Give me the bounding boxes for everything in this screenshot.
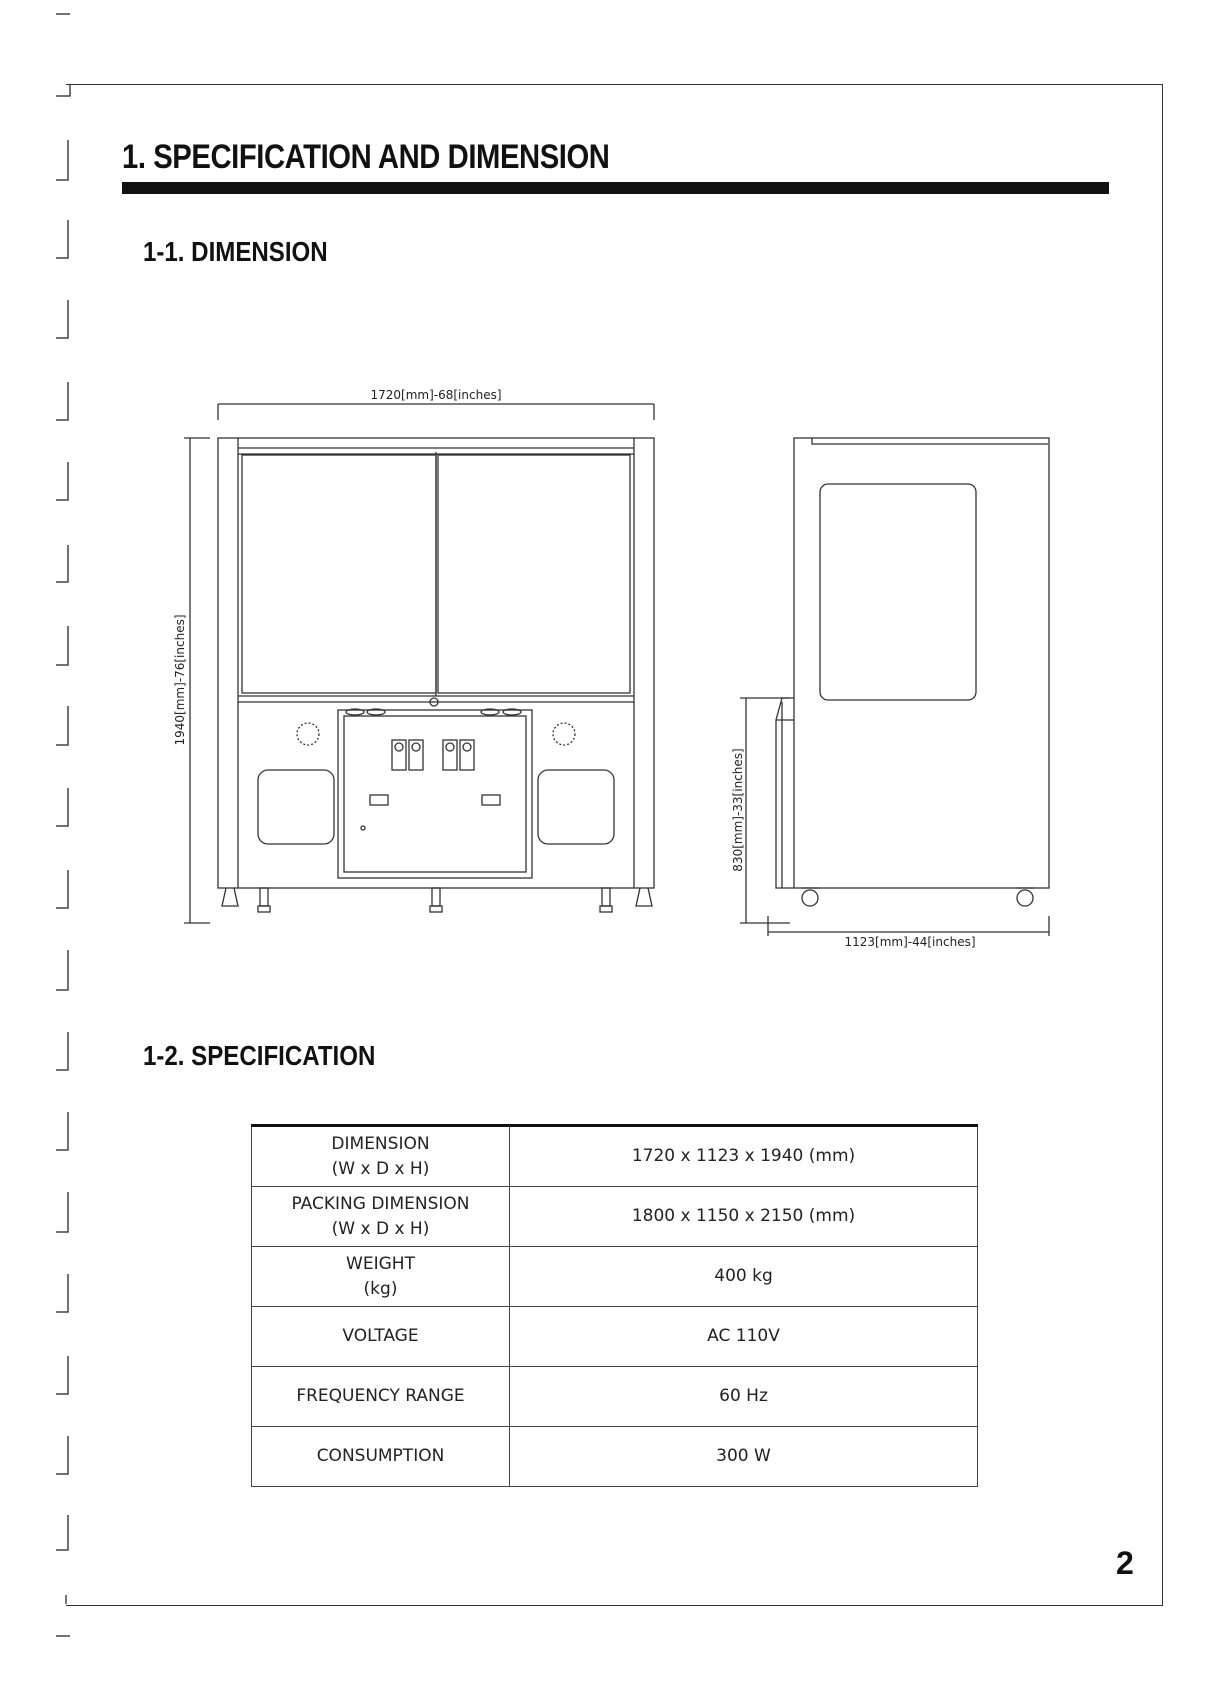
table-row xyxy=(252,1126,978,1187)
dimension-drawing-svg xyxy=(170,380,1060,960)
dimension-drawing xyxy=(170,380,1060,960)
table-row xyxy=(252,1427,978,1487)
spec-value: 1800 x 1150 x 2150 (mm) xyxy=(510,1187,978,1247)
table-row xyxy=(252,1187,978,1247)
section-dimension-heading: 1-1. DIMENSION xyxy=(143,236,328,267)
table-row xyxy=(252,1307,978,1367)
specification-table xyxy=(251,1124,978,1487)
spec-label: PACKING DIMENSION (W x D x H) xyxy=(252,1187,510,1247)
spec-value: AC 110V xyxy=(510,1307,978,1367)
spec-value: 300 W xyxy=(510,1427,978,1487)
side-height-dimension-label: 830[mm]-33[inches] xyxy=(731,748,745,872)
spec-label: DIMENSION (W x D x H) xyxy=(252,1126,510,1187)
table-row xyxy=(252,1247,978,1307)
spec-value: 400 kg xyxy=(510,1247,978,1307)
section-specification-heading: 1-2. SPECIFICATION xyxy=(143,1040,376,1071)
spec-label: WEIGHT (kg) xyxy=(252,1247,510,1307)
title-rule xyxy=(122,182,1109,194)
table-row xyxy=(252,1367,978,1427)
page-number: 2 xyxy=(1116,1545,1134,1581)
spec-label: CONSUMPTION xyxy=(252,1427,510,1487)
height-dimension-label: 1940[mm]-76[inches] xyxy=(173,614,187,746)
width-dimension-label: 1720[mm]-68[inches] xyxy=(370,388,502,402)
spec-value: 60 Hz xyxy=(510,1367,978,1427)
depth-dimension-label: 1123[mm]-44[inches] xyxy=(844,935,976,949)
spec-label: VOLTAGE xyxy=(252,1307,510,1367)
spec-value: 1720 x 1123 x 1940 (mm) xyxy=(510,1126,978,1187)
spec-label: FREQUENCY RANGE xyxy=(252,1367,510,1427)
page-title: 1. SPECIFICATION AND DIMENSION xyxy=(122,138,610,176)
